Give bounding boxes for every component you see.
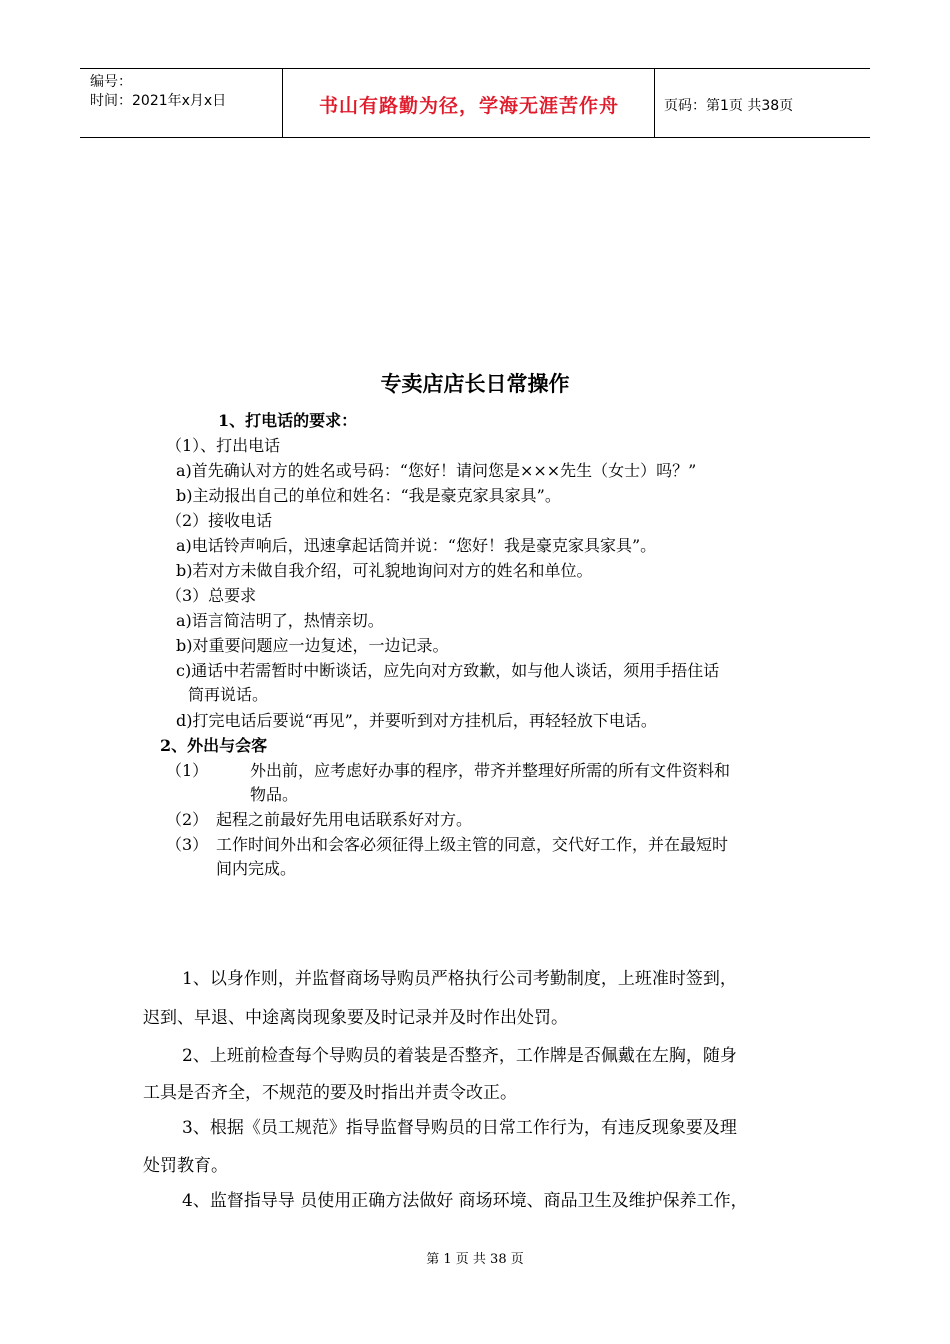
body-p2-line2: 工具是否齐全，不规范的要及时指出并责令改正。 [143,1083,517,1103]
header-meta [90,73,226,111]
section1-sub1-a: a)首先确认对方的姓名或号码：“您好！请问您是×××先生（女士）吗？” [176,461,697,480]
section2-heading: 2、外出与会客 [160,736,268,755]
section1-sub3: （3）总要求 [166,586,257,605]
section2-item3-l1: 工作时间外出和会客必须征得上级主管的同意，交代好工作，并在最短时 [216,835,729,854]
section2-item3-l2: 间内完成。 [216,859,297,878]
section2-item1-num: （1） [166,761,209,780]
body-p3-line2: 处罚教育。 [143,1156,228,1176]
section1-sub3-d: d)打完电话后要说“再见”，并要听到对方挂机后，再轻轻放下电话。 [176,711,657,730]
section2-item1-l2: 物品。 [250,785,299,804]
section1-sub1-b: b)主动报出自己的单位和姓名：“我是豪克家具家具”。 [176,486,561,505]
section1-sub2-a: a)电话铃声响后，迅速拿起话筒并说：“您好！我是豪克家具家具”。 [176,536,657,555]
header-page-info: 页码：第1页 共38页 [664,98,794,114]
section2-item2-l1: 起程之前最好先用电话联系好对方。 [216,810,473,829]
section1-sub3-a: a)语言简洁明了，热情亲切。 [176,611,384,630]
section2-item3-num: （3） [166,835,209,854]
section1-sub3-c1: c)通话中若需暂时中断谈话，应先向对方致歉，如与他人谈话，须用手捂住话 [176,661,720,680]
body-p3-line1: 3、根据《员工规范》指导监督导购员的日常工作行为，有违反现象要及理 [182,1118,737,1138]
section2-item1-l1: 外出前，应考虑好办事的程序，带齐并整理好所需的所有文件资料和 [250,761,731,780]
section1-sub2: （2）接收电话 [166,511,273,530]
header-motto: 书山有路勤为径，学海无涯苦作舟 [318,95,619,117]
section1-sub3-c2: 筒再说话。 [188,685,269,704]
section1-sub3-b: b)对重要问题应一边复述，一边记录。 [176,636,449,655]
section1-sub2-b: b)若对方未做自我介绍，可礼貌地询问对方的姓名和单位。 [176,561,593,580]
section1-heading: 1、打电话的要求： [218,411,358,430]
body-p4-line1: 4、监督指导导 员使用正确方法做好 商场环境、商品卫生及维护保养工作， [182,1191,748,1211]
header-divider [654,69,655,137]
section1-sub1: （1）、打出电话 [166,436,281,455]
page-title: 专卖店店长日常操作 [380,372,570,396]
body-p1-line1: 1、以身作则，并监督商场导购员严格执行公司考勤制度，上班准时签到， [182,969,737,989]
body-p2-line1: 2、上班前检查每个导购员的着装是否整齐，工作牌是否佩戴在左胸，随身 [182,1046,737,1066]
body-p1-line2: 迟到、早退、中途离岗现象要及时记录并及时作出处罚。 [143,1008,568,1028]
number-label: 编号： [90,74,132,90]
section2-item2-num: （2） [166,810,209,829]
header-table [80,68,870,138]
time-label: 时间：2021年x月x日 [90,93,227,109]
page-footer: 第 1 页 共 38 页 [426,1252,524,1267]
